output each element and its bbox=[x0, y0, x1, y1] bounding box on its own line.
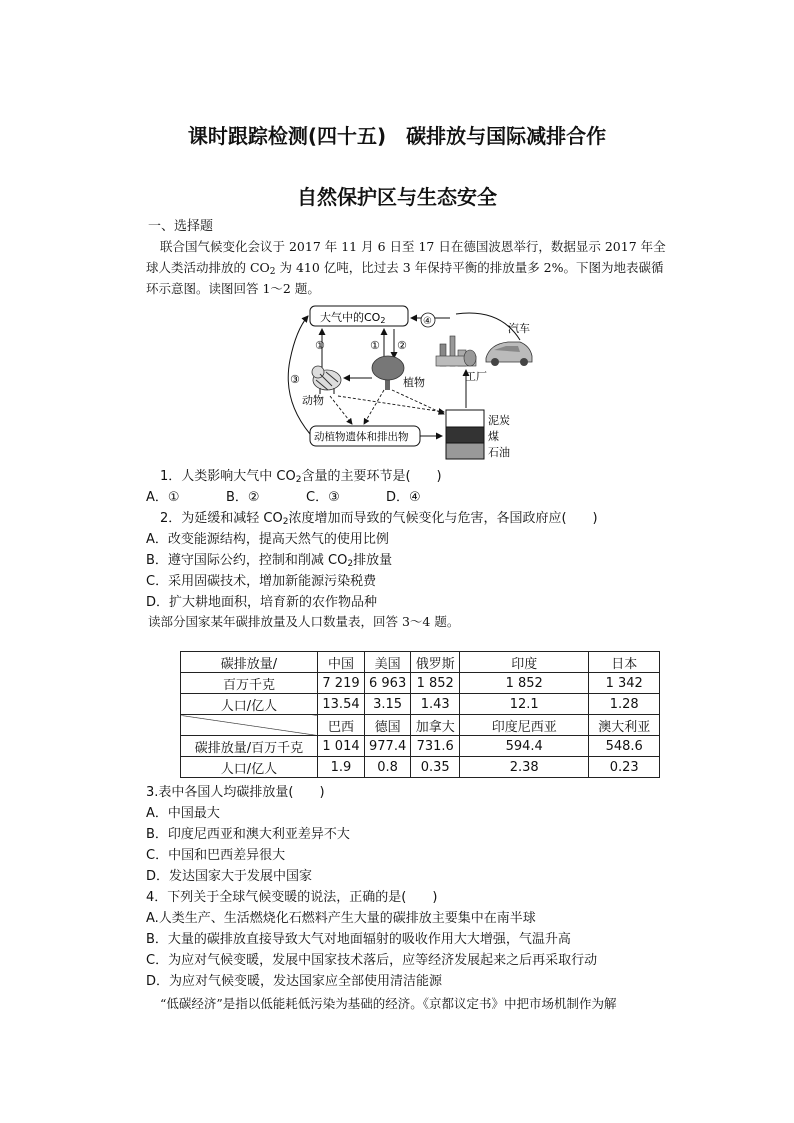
table-cell: 12.1 bbox=[460, 694, 589, 715]
tree-icon bbox=[372, 356, 404, 390]
footer-paragraph-line: “低碳经济”是指以低能耗低污染为基础的经济。《京都议定书》中把市场机制作为解 bbox=[160, 996, 617, 1011]
table-header-emission: 碳排放量/ bbox=[181, 652, 318, 673]
coal-layer bbox=[446, 427, 484, 443]
section-label: 一、选择题 bbox=[148, 219, 214, 234]
table-cell: 俄罗斯 bbox=[411, 652, 460, 673]
carbon-cycle-diagram bbox=[280, 300, 550, 462]
table-row bbox=[181, 736, 660, 757]
intro-line-2: 球人类活动排放的 $CO_2$ 为 410 亿吨，比过去 3 年保持平衡的排放量多 2%。下图为地表碳循 bbox=[146, 260, 664, 277]
table-cell: 1 852 bbox=[411, 673, 460, 694]
atmosphere-label: 大气中的CO2 bbox=[320, 311, 386, 325]
q4-option-c: C．为应对气候变暖，发展中国家技术落后，应等经济发展起来之后再采取行动 bbox=[146, 953, 598, 968]
table-diagonal-cell bbox=[181, 715, 318, 736]
coal-label: 煤 bbox=[488, 430, 499, 443]
table-cell: 印度 bbox=[460, 652, 589, 673]
q2-option-c: C．采用固碳技术，增加新能源污染税费 bbox=[146, 574, 377, 589]
q1-stem: 1．人类影响大气中 $CO_2$含量的主要环节是( ) bbox=[160, 469, 442, 485]
table-cell: 加拿大 bbox=[411, 715, 460, 736]
table-header-emission-full: 碳排放量/百万千克 bbox=[181, 736, 318, 757]
table-row bbox=[181, 652, 660, 673]
q3-option-a: A．中国最大 bbox=[146, 806, 220, 821]
q1-option-c: C．③ bbox=[306, 490, 340, 505]
table-cell: 7 219 bbox=[318, 673, 365, 694]
table-cell: 1.43 bbox=[411, 694, 460, 715]
oil-layer bbox=[446, 443, 484, 459]
table-cell: 0.23 bbox=[589, 757, 660, 778]
q3-option-d: D．发达国家大于发展中国家 bbox=[146, 869, 313, 884]
table-cell: 0.35 bbox=[411, 757, 460, 778]
table-cell: 731.6 bbox=[411, 736, 460, 757]
arrow-3-label: ③ bbox=[290, 373, 300, 386]
table-row bbox=[181, 673, 660, 694]
table-cell: 13.54 bbox=[318, 694, 365, 715]
q2-option-d: D．扩大耕地面积，培育新的农作物品种 bbox=[146, 595, 378, 610]
q4-option-d: D．为应对气候变暖，发达国家应全部使用清洁能源 bbox=[146, 974, 443, 989]
table-cell: 日本 bbox=[589, 652, 660, 673]
q1-option-a: A．① bbox=[146, 490, 180, 505]
q1-option-b: B．② bbox=[226, 490, 260, 505]
q1-option-d: D．④ bbox=[386, 490, 421, 505]
page-subtitle: 自然保护区与生态安全 bbox=[297, 185, 497, 209]
q3-option-b: B．印度尼西亚和澳大利亚差异不大 bbox=[146, 827, 350, 842]
table-row bbox=[181, 757, 660, 778]
emission-table bbox=[180, 651, 660, 778]
car-icon bbox=[486, 342, 532, 366]
table-header-unit: 百万千克 bbox=[181, 673, 318, 694]
q4-option-b: B．大量的碳排放直接导致大气对地面辐射的吸收作用大大增强，气温升高 bbox=[146, 932, 571, 947]
arrow-2-label: ② bbox=[397, 339, 407, 352]
table-cell: 1 852 bbox=[460, 673, 589, 694]
table-row bbox=[181, 694, 660, 715]
table-cell: 澳大利亚 bbox=[589, 715, 660, 736]
table-cell: 6 963 bbox=[365, 673, 411, 694]
table-cell: 1 342 bbox=[589, 673, 660, 694]
table-cell: 594.4 bbox=[460, 736, 589, 757]
table-header-population-2: 人口/亿人 bbox=[181, 757, 318, 778]
arrow-1a-label: ① bbox=[315, 339, 325, 352]
table-row bbox=[181, 715, 660, 736]
table-cell: 3.15 bbox=[365, 694, 411, 715]
peat-layer bbox=[446, 410, 484, 427]
animal-label: 动物 bbox=[302, 394, 324, 407]
table-cell: 1 014 bbox=[318, 736, 365, 757]
table-cell: 548.6 bbox=[589, 736, 660, 757]
intro-line-3: 环示意图。读图回答 1～2 题。 bbox=[146, 281, 320, 296]
peat-label: 泥炭 bbox=[488, 414, 510, 427]
table-cell: 巴西 bbox=[318, 715, 365, 736]
q3-option-c: C．中国和巴西差异很大 bbox=[146, 848, 286, 863]
arrow-1b-label: ① bbox=[370, 339, 380, 352]
factory-icon bbox=[436, 336, 476, 366]
table-cell: 美国 bbox=[365, 652, 411, 673]
plant-label: 植物 bbox=[403, 376, 425, 389]
q4-stem: 4．下列关于全球气候变暖的说法，正确的是( ) bbox=[146, 890, 438, 905]
table-cell: 0.8 bbox=[365, 757, 411, 778]
q2-option-b: B．遵守国际公约，控制和削减 $CO_2$排放量 bbox=[146, 553, 393, 569]
table-cell: 1.9 bbox=[318, 757, 365, 778]
table-cell: 中国 bbox=[318, 652, 365, 673]
residue-label: 动植物遗体和排出物 bbox=[314, 431, 409, 443]
table-cell: 2.38 bbox=[460, 757, 589, 778]
q2-option-a: A．改变能源结构，提高天然气的使用比例 bbox=[146, 532, 389, 547]
table-cell: 1.28 bbox=[589, 694, 660, 715]
factory-label: 工厂 bbox=[465, 370, 487, 383]
car-label: 汽车 bbox=[508, 322, 530, 335]
table-cell: 德国 bbox=[365, 715, 411, 736]
page-title: 课时跟踪检测(四十五) 碳排放与国际减排合作 bbox=[187, 124, 607, 148]
table-cell: 印度尼西亚 bbox=[460, 715, 589, 736]
intro-line-1: 联合国气候变化会议于 2017 年 11 月 6 日至 17 日在德国波恩举行，数据显示 2017 年全 bbox=[160, 239, 666, 254]
q4-option-a: A.人类生产、生活燃烧化石燃料产生大量的碳排放主要集中在南半球 bbox=[146, 911, 536, 926]
q2-stem: 2．为延缓和减轻 $CO_2$浓度增加而导致的气候变化与危害，各国政府应( ) bbox=[160, 511, 598, 527]
table-intro: 读部分国家某年碳排放量及人口数量表，回答 3～4 题。 bbox=[148, 614, 460, 629]
q3-stem: 3.表中各国人均碳排放量( ) bbox=[146, 785, 325, 800]
table-header-population: 人口/亿人 bbox=[181, 694, 318, 715]
table-cell: 977.4 bbox=[365, 736, 411, 757]
tiger-icon bbox=[312, 366, 341, 394]
q1-options bbox=[146, 489, 466, 507]
arrow-4-label: ④ bbox=[423, 316, 432, 327]
oil-label: 石油 bbox=[488, 446, 510, 459]
